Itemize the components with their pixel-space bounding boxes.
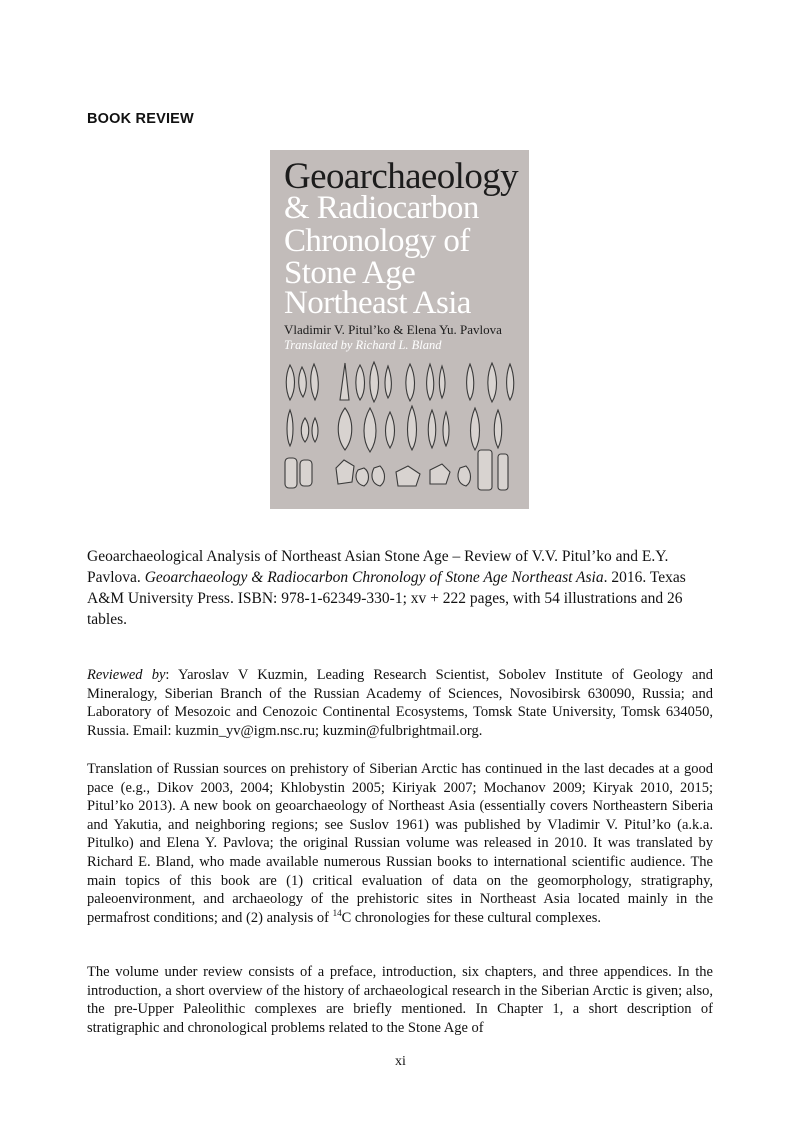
reviewer-text: : Yaroslav V Kuzmin, Leading Research Scientist, Sobolev Institute of Geology and Mineralogy, Siberian Branch of the Russian Academy of Sciences, Novosibirsk 630090, Russia; and Laboratory of Mesozoic and Cenozoic Continental Ecosystems, Tomsk State University, Tomsk 634050, Russia. Email: kuzmin_yv@igm.nsc.ru; kuzmin@fulbrightmail.org. <box>87 667 713 739</box>
citation-lead: Geoarchaeological Analysis of Northeast Asian Stone Age – Review of V.V. Pitul’ko and E.Y. Pavlova. <box>87 548 669 586</box>
paragraph-1-text: Translation of Russian sources on prehistory of Siberian Arctic has continued in the last decades at a good pace (e.g., Dikov 2003, 2004; Khlobystin 2005; Kiriyak 2007; Mochanov 2009; Kiryak 2010, 2015; Pitul’ko 2013). A new book on geoarchaeology of Northeast Asia (essentially covers Northeastern Siberia and Yakutia, and neighboring regions; see Suslov 1961) was published by Vladimir V. Pitul’ko (a.k.a. Pitulko) and Elena Y. Pavlova; the original Russian volume was released in 2010. It was translated by Richard E. Bland, who made available numerous Russian books to international scientific audience. The main topics of this book are (1) critical evaluation of data on the geomorphology, stratigraphy, paleoenvironment, and archaeology of the prehistoric sites in Northeast Asia located mainly in the permafrost conditions; and (2) analysis of <box>87 761 713 926</box>
stone-tool-drawings-icon <box>270 350 529 509</box>
cover-title-line-3: Chronology of <box>284 223 470 259</box>
reviewer-label: Reviewed by <box>87 667 166 683</box>
body-paragraph-1 <box>87 760 713 927</box>
carbon-14-superscript: 14 <box>332 907 342 918</box>
cover-authors: Vladimir V. Pitul’ko & Elena Yu. Pavlova <box>284 322 502 337</box>
cover-title-line-4: Stone Age <box>284 255 416 291</box>
cover-title-line-5: Northeast Asia <box>284 285 471 321</box>
reviewer-info <box>87 666 713 740</box>
citation <box>87 546 713 630</box>
body-paragraph-2: The volume under review consists of a preface, introduction, six chapters, and three appendices. In the introduction, a short overview of the history of archaeological research in the Siberian Arctic is given; also, the pre-Upper Paleolithic complexes are briefly mentioned. In Chapter 1, a short description of stratigraphic and chronological problems related to the Stone Age of <box>87 964 713 1036</box>
section-label: BOOK REVIEW <box>87 111 194 127</box>
cover-title-line-1: Geoarchaeology <box>284 156 519 197</box>
book-cover <box>270 150 529 509</box>
citation-tail: . 2016. Texas A&M University Press. ISBN: 978-1-62349-330-1; xv + 222 pages, with 54 illustrations and 26 tables. <box>87 569 686 628</box>
book-title: Geoarchaeology & Radiocarbon Chronology of Stone Age Northeast Asia <box>144 569 604 586</box>
cover-title-line-2: & Radiocarbon <box>284 190 479 226</box>
page-number: xi <box>395 1054 406 1069</box>
paragraph-1-tail: C chronologies for these cultural complexes. <box>341 909 601 926</box>
cover-translator: Translated by Richard L. Bland <box>284 338 442 352</box>
